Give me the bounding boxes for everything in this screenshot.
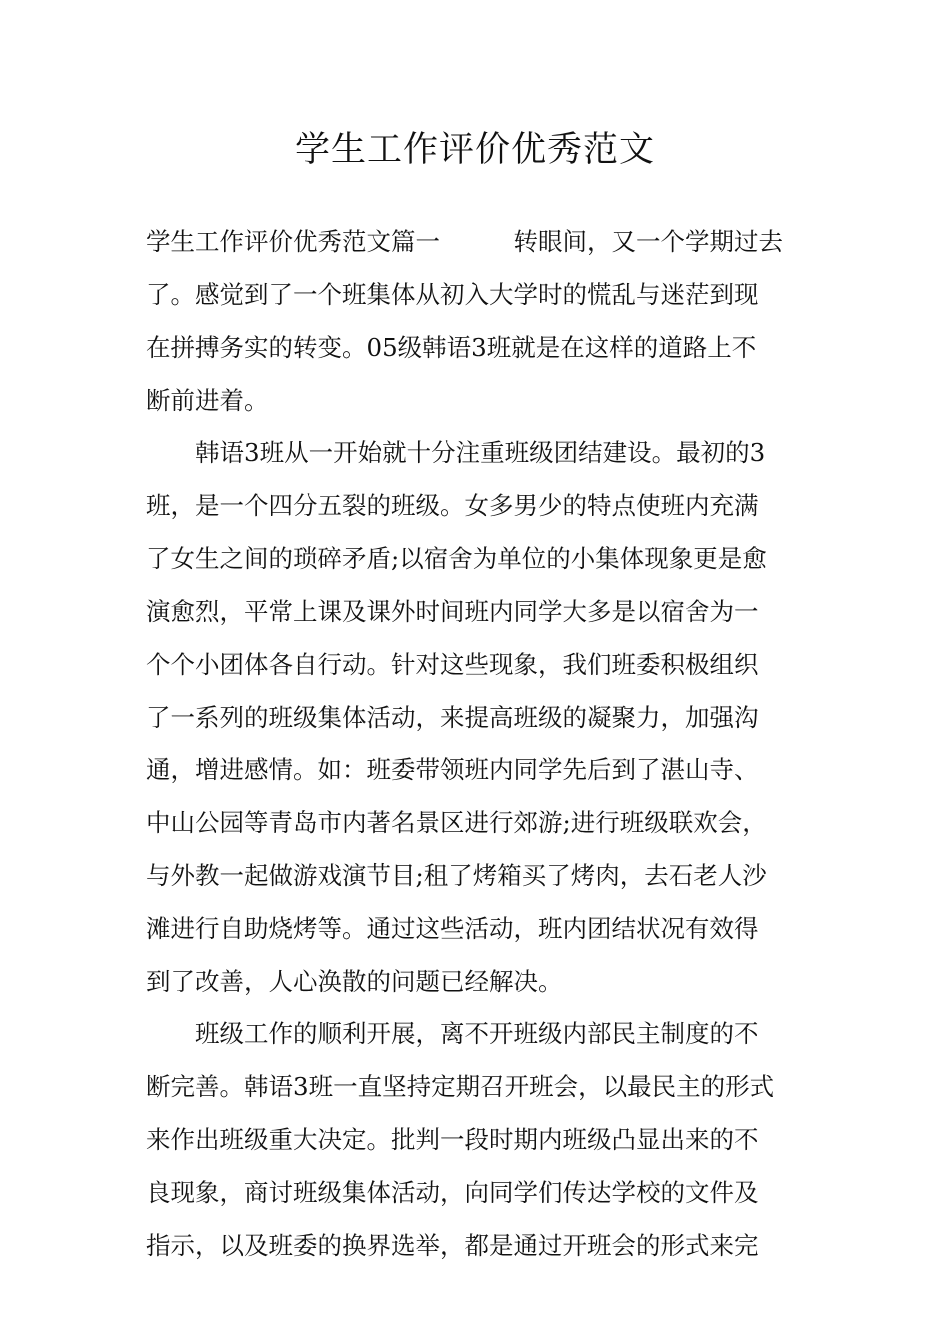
- body-line: 断前进着。: [146, 386, 269, 415]
- body-line: 断完善。韩语3班一直坚持定期召开班会，以最民主的形式: [146, 1072, 775, 1101]
- body-line: 了一系列的班级集体活动，来提高班级的凝聚力，加强沟: [146, 703, 759, 732]
- body-line: 通，增进感情。如：班委带领班内同学先后到了湛山寺、: [146, 755, 759, 784]
- body-line: 韩语3班从一开始就十分注重班级团结建设。最初的3: [146, 438, 766, 467]
- body-line: 了女生之间的琐碎矛盾;以宿舍为单位的小集体现象更是愈: [146, 544, 767, 573]
- document-title: 学生工作评价优秀范文: [294, 130, 655, 170]
- body-line: 来作出班级重大决定。批判一段时期内班级凸显出来的不: [146, 1125, 759, 1154]
- body-line: 班，是一个四分五裂的班级。女多男少的特点使班内充满: [146, 491, 759, 520]
- body-line: 滩进行自助烧烤等。通过这些活动，班内团结状况有效得: [146, 914, 759, 943]
- body-line: 到了改善，人心涣散的问题已经解决。: [146, 967, 563, 996]
- body-line: 良现象，商讨班级集体活动，向同学们传达学校的文件及: [146, 1178, 759, 1207]
- body-line: 个个小团体各自行动。针对这些现象，我们班委积极组织: [146, 650, 759, 679]
- body-line: 了。感觉到了一个班集体从初入大学时的慌乱与迷茫到现: [146, 280, 759, 309]
- body-line: 与外教一起做游戏演节目;租了烤箱买了烤肉，去石老人沙: [146, 861, 767, 890]
- body-line: 学生工作评价优秀范文篇一 转眼间，又一个学期过去: [146, 227, 783, 256]
- body-line: 在拼搏务实的转变。05级韩语3班就是在这样的道路上不: [146, 333, 757, 362]
- body-line: 中山公园等青岛市内著名景区进行郊游;进行班级联欢会，: [146, 808, 767, 837]
- body-line: 演愈烈，平常上课及课外时间班内同学大多是以宿舍为一: [146, 597, 759, 626]
- body-line: 指示，以及班委的换界选举，都是通过开班会的形式来完: [146, 1231, 759, 1260]
- body-line: 班级工作的顺利开展，离不开班级内部民主制度的不: [146, 1019, 759, 1048]
